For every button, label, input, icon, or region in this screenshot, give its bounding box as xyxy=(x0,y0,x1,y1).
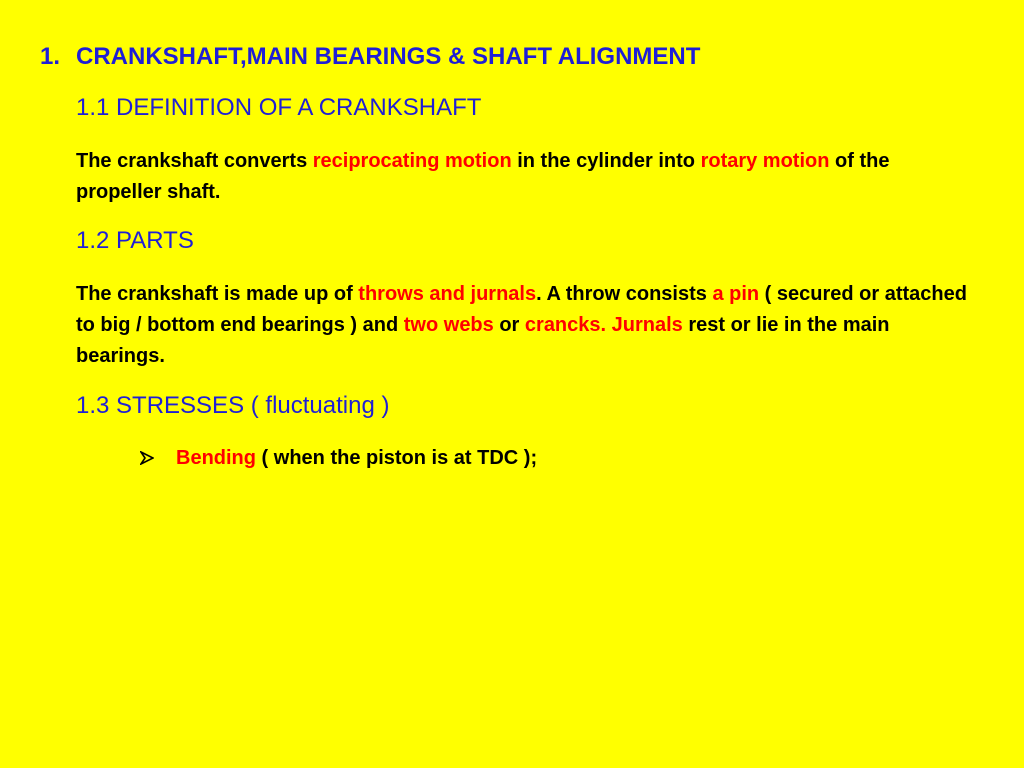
heading-number: 1. xyxy=(40,43,61,70)
parts-emphasis-crancks: crancks. Jurnals xyxy=(524,314,683,336)
parts-emphasis-webs: two webs xyxy=(403,314,494,336)
parts-emphasis-pin: a pin xyxy=(712,283,760,305)
parts-emphasis-throws: throws and jurnals xyxy=(358,283,537,305)
parts-paragraph xyxy=(76,279,976,372)
section-title-stresses: 1.3 STRESSES ( fluctuating ) xyxy=(76,392,390,419)
definition-text-3: of the propeller shaft. xyxy=(76,150,890,203)
definition-text-1: The crankshaft converts xyxy=(76,150,313,172)
section-title-definition: 1.1 DEFINITION OF A CRANKSHAFT xyxy=(76,94,482,121)
parts-text-4: or xyxy=(493,314,525,336)
definition-emphasis-rotary: rotary motion xyxy=(700,150,830,172)
parts-text-3: ( secured or attached to big / bottom end bearings ) and xyxy=(76,283,967,336)
bullet-item xyxy=(140,443,537,474)
bullet-emphasis: Bending xyxy=(176,447,256,469)
main-heading xyxy=(40,42,700,72)
definition-text-2: in the cylinder into xyxy=(511,150,701,172)
parts-text-5: rest or lie in the main bearings. xyxy=(76,314,890,367)
arrow-bullet-icon xyxy=(140,443,176,474)
definition-emphasis-reciprocating: reciprocating motion xyxy=(312,150,512,172)
definition-paragraph xyxy=(76,146,976,208)
parts-text-2: . A throw consists xyxy=(536,283,713,305)
parts-text-1: The crankshaft is made up of xyxy=(76,283,359,305)
bullet-text: ( when the piston is at TDC ); xyxy=(256,447,538,469)
section-title-parts: 1.2 PARTS xyxy=(76,227,194,254)
heading-text: CRANKSHAFT,MAIN BEARINGS & SHAFT ALIGNMENT xyxy=(76,43,701,70)
